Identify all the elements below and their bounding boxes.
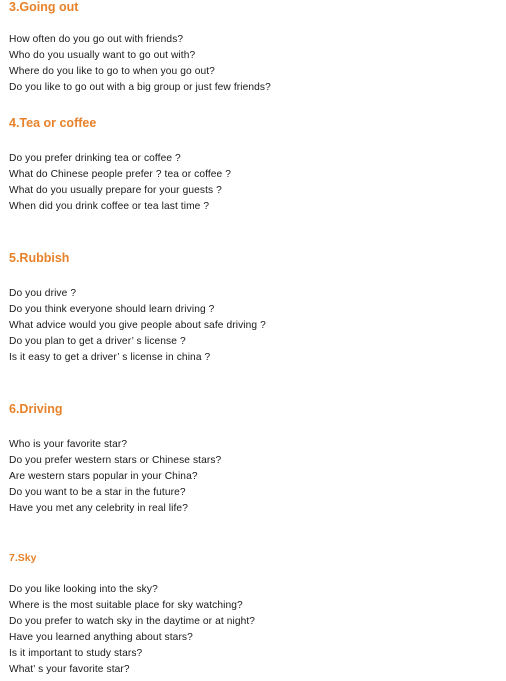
question-item: Where is the most suitable place for sky watching?: [9, 600, 243, 611]
section-heading: 6.Driving: [9, 402, 63, 416]
question-item: Do you prefer western stars or Chinese stars?: [9, 455, 222, 466]
question-item: Have you learned anything about stars?: [9, 632, 193, 643]
question-item: What’ s your favorite star?: [9, 664, 130, 675]
question-list: [9, 151, 506, 215]
section-sky: [9, 550, 506, 678]
question-list: [9, 286, 506, 366]
question-item: Do you like to go out with a big group or just few friends?: [9, 82, 271, 93]
section-heading: 7.Sky: [9, 552, 37, 564]
question-item: Do you drive ?: [9, 288, 77, 299]
question-item: Who is your favorite star?: [9, 439, 128, 450]
section-heading: 4.Tea or coffee: [9, 116, 97, 130]
question-item: Are western stars popular in your China?: [9, 471, 198, 482]
question-item: What do you usually prepare for your guests ?: [9, 185, 222, 196]
section-heading: 3.Going out: [9, 0, 79, 14]
question-item: Do you want to be a star in the future?: [9, 487, 186, 498]
question-item: When did you drink coffee or tea last time ?: [9, 201, 210, 212]
section-heading: 5.Rubbish: [9, 251, 70, 265]
section-going-out: [9, 0, 506, 96]
question-item: Do you like looking into the sky?: [9, 584, 158, 595]
question-item: Do you prefer to watch sky in the daytime or at night?: [9, 616, 256, 627]
question-item: Who do you usually want to go out with?: [9, 50, 196, 61]
question-list: [9, 32, 506, 96]
question-item: Is it important to study stars?: [9, 648, 143, 659]
question-list: [9, 582, 506, 678]
question-item: What advice would you give people about safe driving ?: [9, 320, 266, 331]
question-item: How often do you go out with friends?: [9, 34, 184, 45]
question-item: Do you plan to get a driver’ s license ?: [9, 336, 186, 347]
section-rubbish: [9, 250, 506, 366]
section-driving: [9, 401, 506, 517]
section-tea-or-coffee: [9, 115, 506, 215]
question-item: Is it easy to get a driver’ s license in china ?: [9, 352, 211, 363]
question-item: Do you think everyone should learn driving ?: [9, 304, 215, 315]
question-item: What do Chinese people prefer ? tea or coffee ?: [9, 169, 231, 180]
question-item: Have you met any celebrity in real life?: [9, 503, 188, 514]
question-list: [9, 437, 506, 517]
question-item: Where do you like to go to when you go out?: [9, 66, 215, 77]
question-item: Do you prefer drinking tea or coffee ?: [9, 153, 181, 164]
